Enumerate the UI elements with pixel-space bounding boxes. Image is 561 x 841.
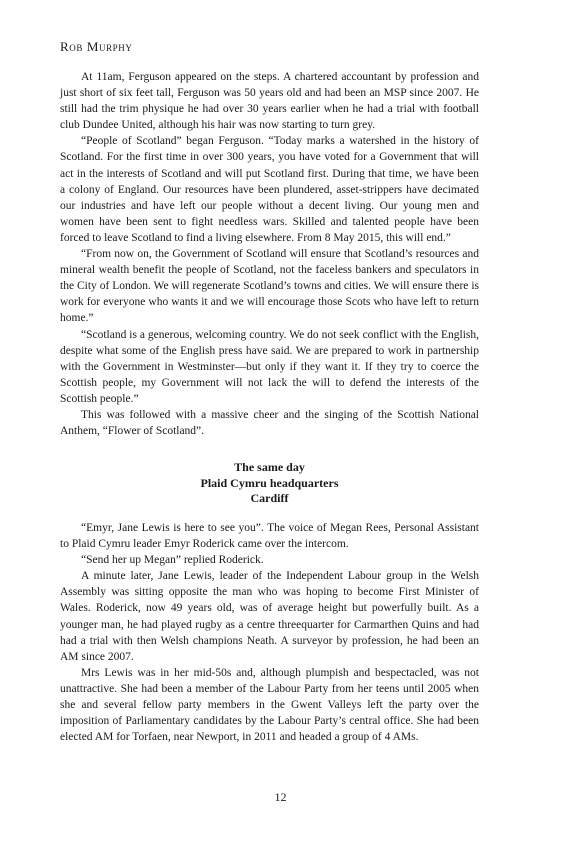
paragraph: Mrs Lewis was in her mid-50s and, although plumpish and bespectacled, was not unattractive. She had been a member of the Labour Party from her teens until 2005 when she and several fellow party members in the Gwent Valleys left the party over the imposition of Parliamentary candidates by the Labour Party’s central office. She had been elected AM for Torfaen, near Newport, in 2011 and headed a group of 4 AMs.: [60, 666, 479, 744]
section-heading-city: Cardiff: [250, 491, 289, 505]
paragraph: This was followed with a massive cheer and the singing of the Scottish National Anthem, “Flower of Scotland”.: [60, 408, 479, 438]
page-number: 12: [274, 790, 287, 804]
body-text-block: [60, 69, 479, 439]
paragraph: “Scotland is a generous, welcoming country. We do not seek conflict with the English, despite what some of the English press have said. We are prepared to work in partnership with the Government in Westminster—but only if they want it. If they try to coerce the Scottish people, my Government will not lack the will to defend the interests of the Scottish people.”: [60, 328, 479, 405]
paragraph: A minute later, Jane Lewis, leader of the Independent Labour group in the Welsh Assembly was sitting opposite the man who was hoping to become First Minister of Wales. Roderick, now 49 years old, was of average height but powerfully built. As a younger man, he had played rugby as a centre threequarter for Carmarthen Quins and had had a trial with then Welsh champions Neath. A surveyor by profession, he had been an AM since 2007.: [60, 570, 479, 663]
section-heading-date: The same day: [234, 460, 305, 474]
paragraph: At 11am, Ferguson appeared on the steps. A chartered accountant by profession and just short of six feet tall, Ferguson was 50 years old and had been an MSP since 2007. He still had the trim physique he had over 30 years earlier when he had a trial with football club Dundee United, although his hair was now starting to turn grey.: [60, 71, 479, 132]
paragraph: “Send her up Megan” replied Roderick.: [81, 554, 264, 567]
body-text-block: [60, 520, 479, 745]
paragraph: “People of Scotland” began Ferguson. “Today marks a watershed in the history of Scotland. For the first time in over 300 years, you have voted for a Government that will act in the interests of Scotland and will put Scotland first. During that time, we have been a colony of England. Our resources have been plundered, asset-strippers have decimated our industries and have left our people without a decent living. Our young men and women have been sent to fight needless wars. Skilled and talented people have been forced to leave Scotland to find a living elsewhere. From 8 May 2015, this will end.”: [60, 135, 479, 244]
section-heading-place: Plaid Cymru headquarters: [200, 475, 339, 490]
paragraph: “From now on, the Government of Scotland will ensure that Scotland’s resources and mineral wealth benefit the people of Scotland, not the faceless bankers and speculators in the City of London. We will regenerate Scotland’s towns and cities. We will ensure there is work for everyone who wants it and we will encourage those Scots who have left to return home.”: [60, 248, 479, 325]
section-heading: [60, 460, 479, 507]
running-head: Rob Murphy: [60, 39, 133, 54]
paragraph: “Emyr, Jane Lewis is here to see you”. The voice of Megan Rees, Personal Assistant to Plaid Cymru leader Emyr Roderick came over the intercom.: [60, 522, 479, 551]
